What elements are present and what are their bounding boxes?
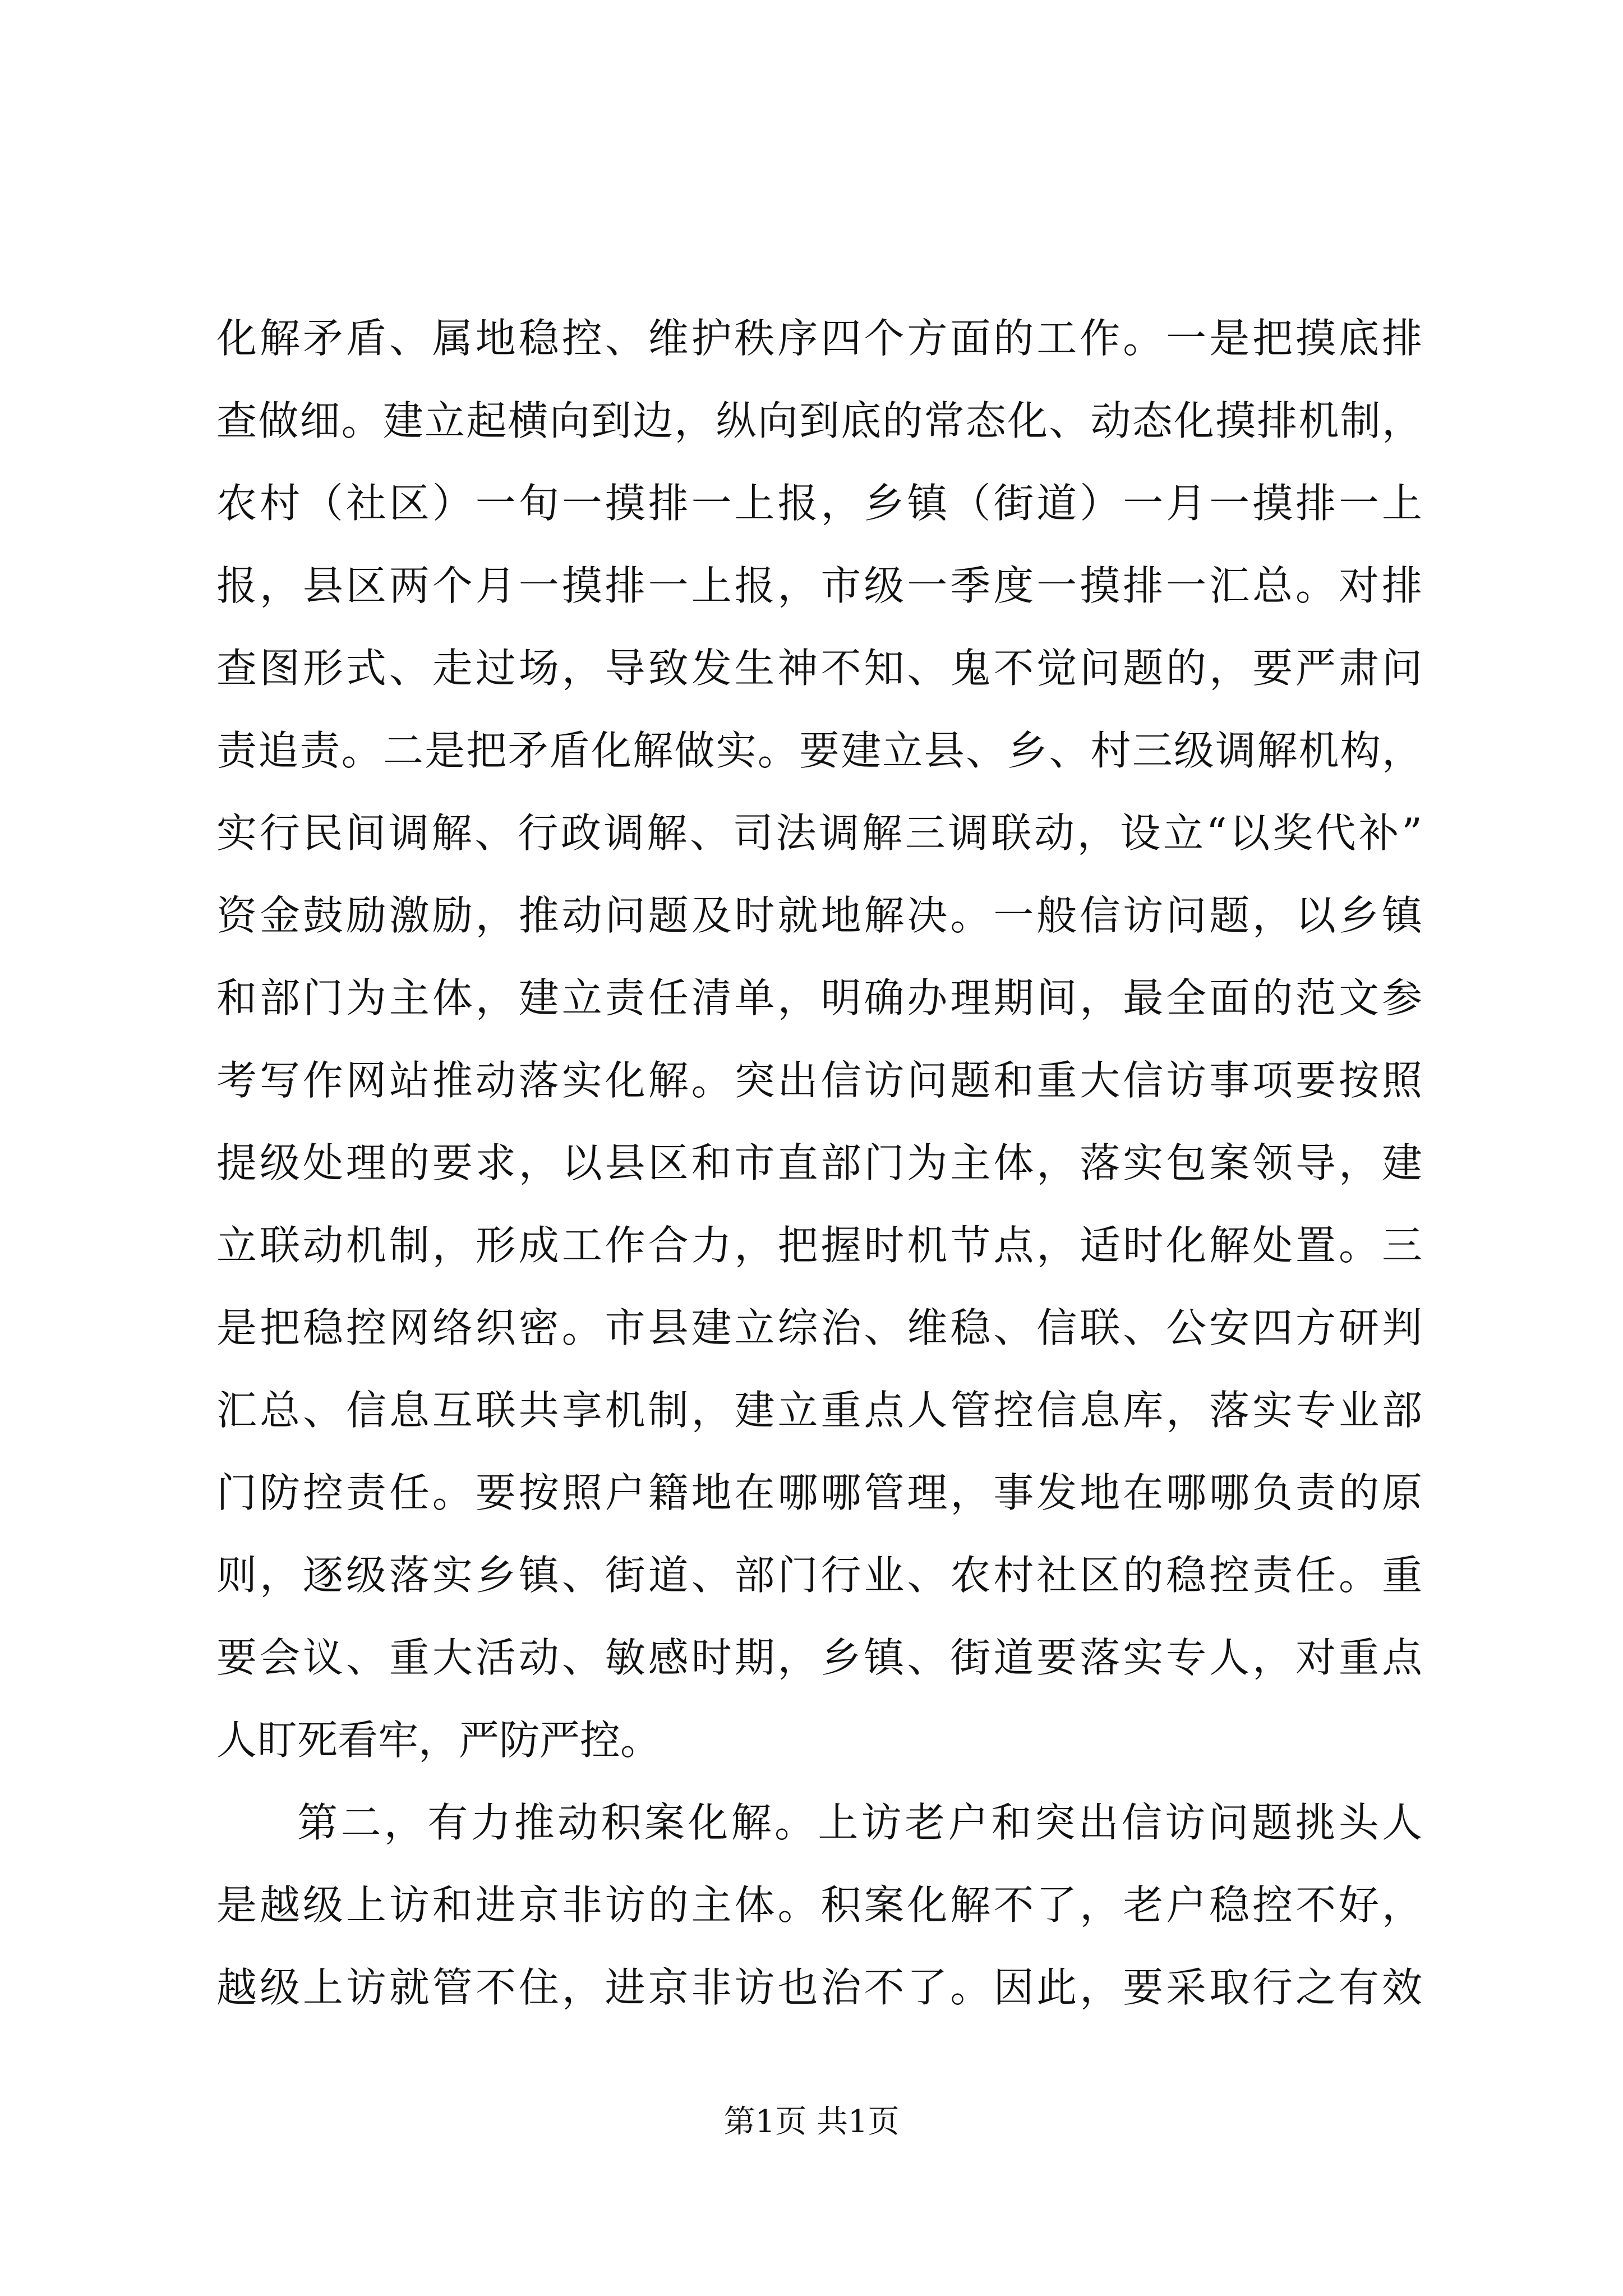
text-line: 查做细。建立起横向到边，纵向到底的常态化、动态化摸排机制，	[216, 397, 1422, 444]
text-line: 是越级上访和进京非访的主体。积案化解不了，老户稳控不好，	[216, 1881, 1422, 1929]
paragraph-first-line: 第二，有力推动积案化解。上访老户和突出信访问题挑头人	[297, 1799, 1422, 1846]
page-footer: 第1页 共1页	[723, 2104, 900, 2140]
text-line: 资金鼓励激励，推动问题及时就地解决。一般信访问题，以乡镇	[216, 892, 1422, 939]
text-line: 人盯死看牢，严防严控。	[216, 1717, 661, 1764]
text-line: 门防控责任。要按照户籍地在哪哪管理，事发地在哪哪负责的原	[216, 1469, 1422, 1516]
text-line: 农村（社区）一旬一摸排一上报，乡镇（街道）一月一摸排一上	[216, 480, 1422, 527]
text-line: 越级上访就管不住，进京非访也治不了。因此，要采取行之有效	[216, 1964, 1422, 2011]
text-line: 提级处理的要求，以县区和市直部门为主体，落实包案领导，建	[216, 1139, 1422, 1186]
text-line: 立联动机制，形成工作合力，把握时机节点，适时化解处置。三	[216, 1222, 1422, 1269]
text-line: 汇总、信息互联共享机制，建立重点人管控信息库，落实专业部	[216, 1387, 1422, 1434]
text-line: 报，县区两个月一摸排一上报，市级一季度一摸排一汇总。对排	[216, 562, 1422, 609]
text-line: 查图形式、走过场，导致发生神不知、鬼不觉问题的，要严肃问	[216, 645, 1422, 692]
text-line: 责追责。二是把矛盾化解做实。要建立县、乡、村三级调解机构，	[216, 727, 1422, 774]
text-line: 考写作网站推动落实化解。突出信访问题和重大信访事项要按照	[216, 1057, 1422, 1104]
document-body	[216, 297, 1422, 2029]
text-line: 则，逐级落实乡镇、街道、部门行业、农村社区的稳控责任。重	[216, 1552, 1422, 1599]
text-line: 是把稳控网络织密。市县建立综治、维稳、信联、公安四方研判	[216, 1304, 1422, 1351]
text-line: 实行民间调解、行政调解、司法调解三调联动，设立“以奖代补”	[216, 809, 1422, 857]
text-line: 要会议、重大活动、敏感时期，乡镇、街道要落实专人，对重点	[216, 1634, 1422, 1681]
text-line: 和部门为主体，建立责任清单，明确办理期间，最全面的范文参	[216, 974, 1422, 1022]
text-line: 化解矛盾、属地稳控、维护秩序四个方面的工作。一是把摸底排	[216, 315, 1422, 362]
